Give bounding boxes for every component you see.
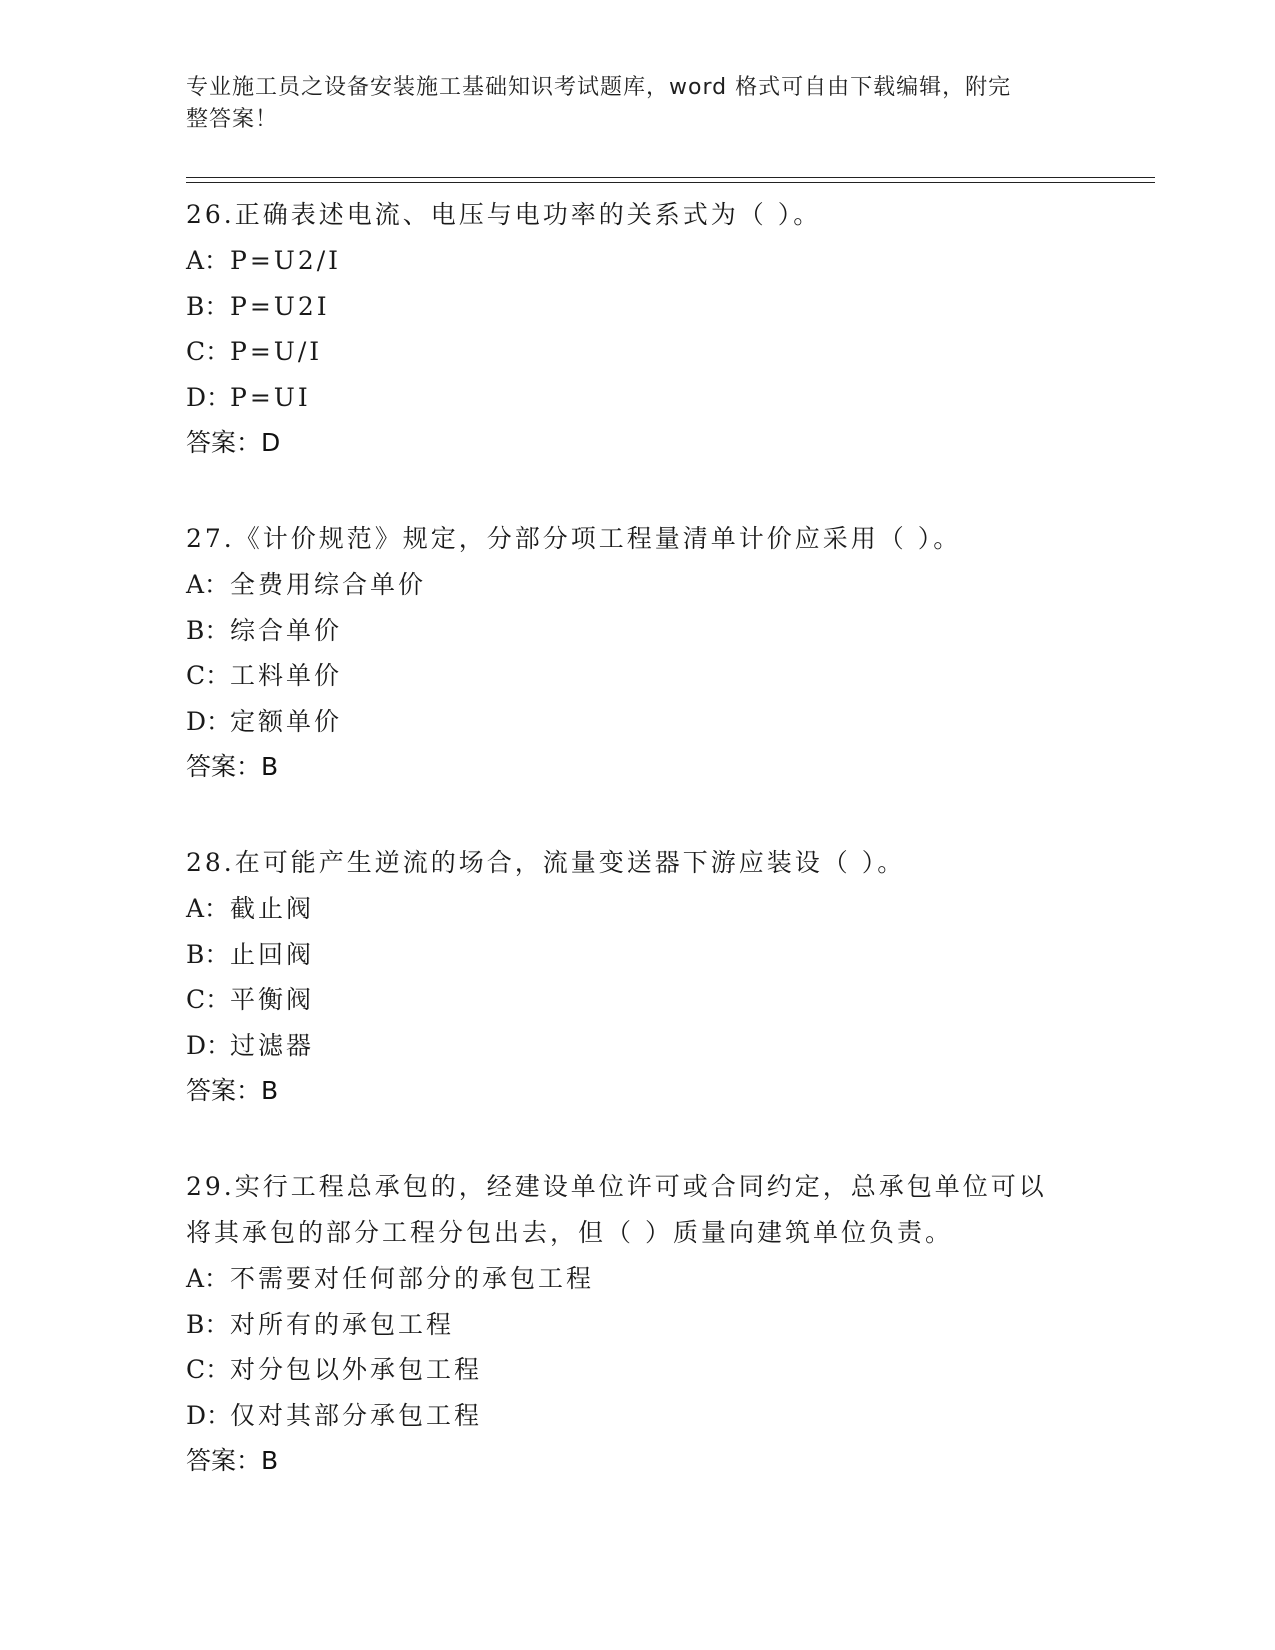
option-a — [186, 886, 1146, 932]
option-label: C： — [186, 337, 231, 366]
option-label: D： — [186, 1030, 232, 1060]
question-list — [186, 192, 1146, 1534]
option-text: 全费用综合单价 — [230, 570, 427, 599]
option-c — [186, 1347, 1146, 1393]
answer-line: 答案：B — [186, 752, 279, 781]
option-d — [186, 375, 1146, 421]
question-stem: 27.《计价规范》规定，分部分项工程量清单计价应采用（ ）。 — [186, 524, 962, 553]
option-d — [186, 1023, 1146, 1069]
header-divider-bottom — [186, 182, 1155, 183]
option-b — [186, 932, 1146, 978]
option-text: P=U/I — [230, 337, 323, 366]
question-28 — [186, 840, 1146, 1114]
option-text: P=UI — [230, 382, 311, 412]
option-text: 平衡阀 — [230, 985, 315, 1014]
option-text: 定额单价 — [230, 706, 343, 736]
option-text: 综合单价 — [230, 615, 343, 645]
option-label: B： — [186, 939, 230, 969]
option-label: A： — [186, 570, 230, 599]
header-line-1: 专业施工员之设备安装施工基础知识考试题库，word 格式可自由下载编辑，附完 — [186, 75, 1012, 100]
option-label: A： — [186, 894, 230, 923]
option-text: 截止阀 — [230, 894, 315, 923]
document-header — [186, 72, 1066, 136]
question-29 — [186, 1164, 1146, 1484]
option-label: B： — [186, 291, 230, 321]
question-stem-line-1: 29.实行工程总承包的，经建设单位许可或合同约定，总承包单位可以 — [186, 1172, 1047, 1201]
option-label: A： — [186, 246, 230, 275]
option-text: P=U2/I — [230, 246, 342, 275]
option-c — [186, 329, 1146, 375]
option-label: D： — [186, 706, 232, 736]
question-stem: 26.正确表述电流、电压与电功率的关系式为（ ）。 — [186, 200, 822, 229]
question-26 — [186, 192, 1146, 466]
option-label: A： — [186, 1264, 230, 1293]
option-b — [186, 1302, 1146, 1348]
option-text: 不需要对任何部分的承包工程 — [230, 1264, 595, 1293]
option-label: C： — [186, 1355, 231, 1384]
option-b — [186, 284, 1146, 330]
answer-line: 答案：B — [186, 1076, 279, 1105]
option-text: 过滤器 — [230, 1030, 315, 1060]
option-d — [186, 699, 1146, 745]
option-b — [186, 608, 1146, 654]
option-text: 对所有的承包工程 — [230, 1309, 455, 1339]
option-text: 仅对其部分承包工程 — [230, 1400, 483, 1430]
question-27 — [186, 516, 1146, 790]
answer-line: 答案：B — [186, 1446, 279, 1475]
option-a — [186, 562, 1146, 608]
option-c — [186, 977, 1146, 1023]
header-divider-top — [186, 177, 1155, 178]
option-d — [186, 1393, 1146, 1439]
option-label: D： — [186, 382, 232, 412]
question-stem-line-2: 将其承包的部分工程分包出去，但（ ）质量向建筑单位负责。 — [186, 1218, 953, 1247]
question-stem: 28.在可能产生逆流的场合，流量变送器下游应装设（ ）。 — [186, 848, 906, 877]
option-a — [186, 238, 1146, 284]
option-label: C： — [186, 985, 231, 1014]
answer-line: 答案：D — [186, 428, 281, 457]
option-text: 止回阀 — [230, 939, 315, 969]
option-label: B： — [186, 615, 230, 645]
header-line-2: 整答案！ — [186, 107, 279, 132]
option-label: D： — [186, 1400, 232, 1430]
option-label: B： — [186, 1309, 230, 1339]
option-text: P=U2I — [230, 291, 330, 321]
option-text: 工料单价 — [230, 661, 343, 690]
option-label: C： — [186, 661, 231, 690]
option-a — [186, 1256, 1146, 1302]
option-text: 对分包以外承包工程 — [230, 1355, 483, 1384]
option-c — [186, 653, 1146, 699]
